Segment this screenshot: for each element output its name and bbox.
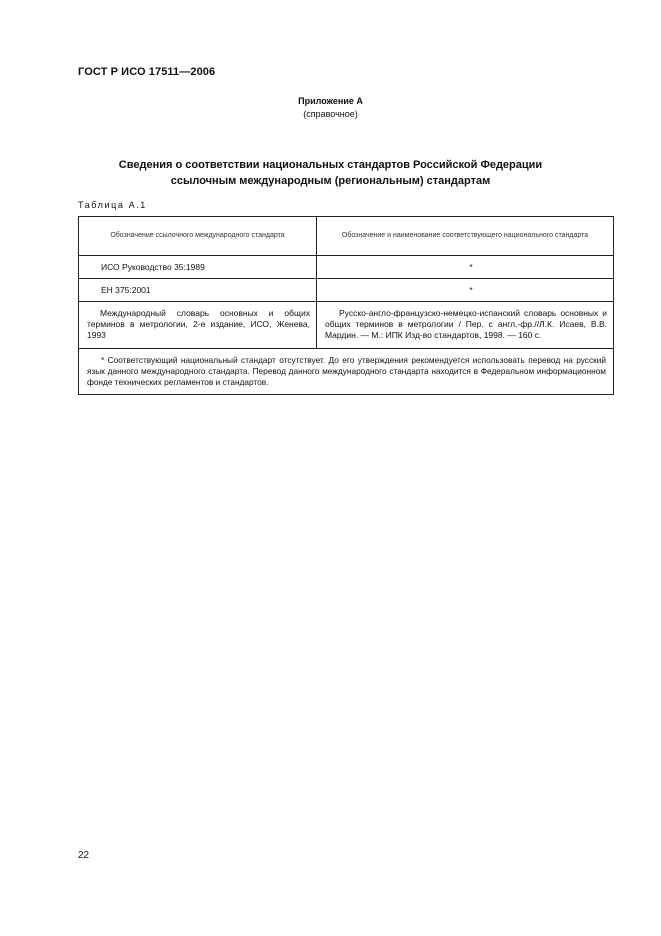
table-header-row: [79, 217, 614, 256]
national-standard-cell: *: [317, 256, 614, 279]
section-heading-line-1: Сведения о соответствии национальных стандартов Российской Федерации: [118, 159, 543, 171]
appendix-title: Приложение А: [298, 96, 363, 106]
table-row: [79, 302, 614, 349]
footnote-text: * Соответствующий национальный стандарт отсутствует. До его утверждения рекомендуется использовать перевод на русский язык данного международного стандарта. Перевод данного международного стандарта находится в Федеральном информационном фонде технических регламентов и стандартов.: [87, 355, 606, 387]
appendix-block: [0, 95, 661, 121]
table-footnote: [79, 349, 614, 395]
table-row: [79, 256, 614, 279]
correspondence-table: [78, 216, 614, 395]
table-footnote-row: [79, 349, 614, 395]
national-standard-cell: Русско-англо-французско-немецко-испанский словарь основных и общих терминов в метрологии / Пер. с англ.-фр.//Л.К. Исаев, В.В. Мардин. — М.: ИПК Изд-во стандартов, 1998. — 160 с.: [317, 302, 614, 349]
appendix-type: (справочное): [303, 109, 358, 119]
ref-standard-cell: ИСО Руководство 35:1989: [79, 256, 317, 279]
table-caption: Таблица А.1: [78, 200, 147, 210]
header-ref-standard: Обозначение ссылочного международного стандарта: [79, 217, 317, 256]
section-heading-line-2: ссылочным международным (региональным) стандартам: [170, 175, 491, 187]
national-standard-cell: *: [317, 279, 614, 302]
section-heading: [0, 157, 661, 189]
header-national-standard: Обозначение и наименование соответствующего национального стандарта: [317, 217, 614, 256]
ref-standard-cell: ЕН 375:2001: [79, 279, 317, 302]
document-header: ГОСТ Р ИСО 17511—2006: [78, 66, 216, 78]
table-row: [79, 279, 614, 302]
page-number: 22: [78, 850, 90, 861]
ref-standard-cell: Международный словарь основных и общих терминов в метрологии, 2-е издание, ИСО, Женева, 1993: [79, 302, 317, 349]
